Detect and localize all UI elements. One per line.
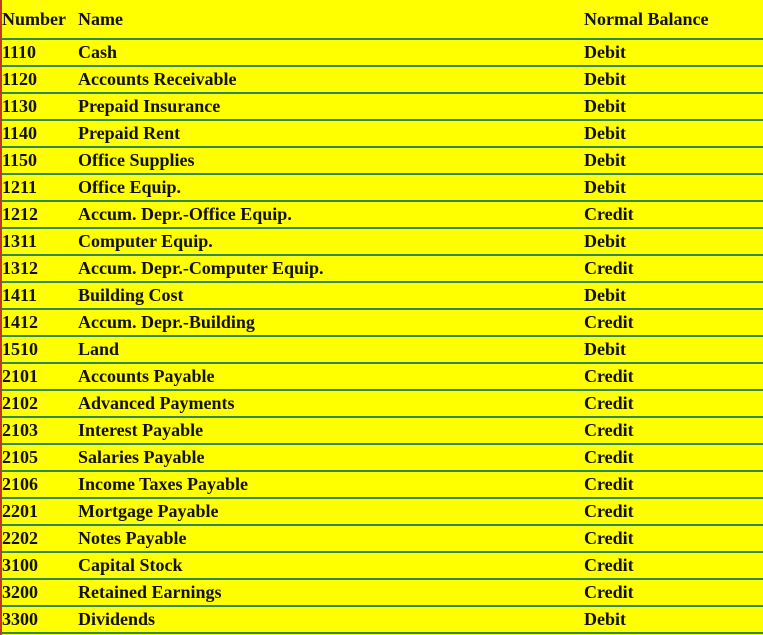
normal-balance-cell: Credit xyxy=(584,363,763,390)
normal-balance-cell: Debit xyxy=(584,282,763,309)
table-row xyxy=(2,309,763,336)
account-name-cell: Accum. Depr.-Office Equip. xyxy=(78,201,584,228)
account-name-cell: Computer Equip. xyxy=(78,228,584,255)
account-number-cell: 1140 xyxy=(2,120,78,147)
normal-balance-cell: Credit xyxy=(584,471,763,498)
account-name-cell: Retained Earnings xyxy=(78,579,584,606)
chart-of-accounts-table xyxy=(2,0,763,634)
account-number-cell: 1110 xyxy=(2,39,78,66)
account-number-cell: 2102 xyxy=(2,390,78,417)
account-name-cell: Accounts Payable xyxy=(78,363,584,390)
normal-balance-cell: Debit xyxy=(584,120,763,147)
table-row xyxy=(2,39,763,66)
account-name-cell: Accum. Depr.-Computer Equip. xyxy=(78,255,584,282)
account-number-cell: 1510 xyxy=(2,336,78,363)
account-number-cell: 2106 xyxy=(2,471,78,498)
table-row xyxy=(2,255,763,282)
header-row xyxy=(2,0,763,39)
table-row xyxy=(2,390,763,417)
account-number-cell: 1211 xyxy=(2,174,78,201)
account-number-cell: 1120 xyxy=(2,66,78,93)
account-number-cell: 3100 xyxy=(2,552,78,579)
account-name-cell: Office Supplies xyxy=(78,147,584,174)
table-row xyxy=(2,282,763,309)
table-row xyxy=(2,228,763,255)
table-row xyxy=(2,174,763,201)
table-row xyxy=(2,606,763,633)
table-row xyxy=(2,93,763,120)
account-number-cell: 2103 xyxy=(2,417,78,444)
account-name-cell: Advanced Payments xyxy=(78,390,584,417)
account-name-cell: Capital Stock xyxy=(78,552,584,579)
normal-balance-cell: Debit xyxy=(584,66,763,93)
account-name-cell: Prepaid Rent xyxy=(78,120,584,147)
table-row xyxy=(2,66,763,93)
account-name-cell: Accum. Depr.-Building xyxy=(78,309,584,336)
normal-balance-cell: Debit xyxy=(584,606,763,633)
normal-balance-cell: Debit xyxy=(584,228,763,255)
column-header-normal-balance: Normal Balance xyxy=(584,0,763,39)
account-name-cell: Building Cost xyxy=(78,282,584,309)
normal-balance-cell: Debit xyxy=(584,39,763,66)
account-name-cell: Office Equip. xyxy=(78,174,584,201)
table-row xyxy=(2,120,763,147)
table-row xyxy=(2,147,763,174)
normal-balance-cell: Credit xyxy=(584,309,763,336)
account-name-cell: Mortgage Payable xyxy=(78,498,584,525)
normal-balance-cell: Credit xyxy=(584,201,763,228)
account-number-cell: 1212 xyxy=(2,201,78,228)
account-number-cell: 2202 xyxy=(2,525,78,552)
account-number-cell: 1411 xyxy=(2,282,78,309)
account-number-cell: 3300 xyxy=(2,606,78,633)
account-name-cell: Notes Payable xyxy=(78,525,584,552)
normal-balance-cell: Credit xyxy=(584,552,763,579)
table-row xyxy=(2,336,763,363)
account-name-cell: Accounts Receivable xyxy=(78,66,584,93)
normal-balance-cell: Credit xyxy=(584,444,763,471)
account-name-cell: Interest Payable xyxy=(78,417,584,444)
table-row xyxy=(2,444,763,471)
table-row xyxy=(2,471,763,498)
column-header-name: Name xyxy=(78,0,584,39)
account-number-cell: 1412 xyxy=(2,309,78,336)
table-row xyxy=(2,579,763,606)
table-row xyxy=(2,525,763,552)
normal-balance-cell: Credit xyxy=(584,390,763,417)
account-name-cell: Dividends xyxy=(78,606,584,633)
normal-balance-cell: Debit xyxy=(584,147,763,174)
account-number-cell: 3200 xyxy=(2,579,78,606)
normal-balance-cell: Credit xyxy=(584,525,763,552)
account-name-cell: Land xyxy=(78,336,584,363)
table-row xyxy=(2,201,763,228)
account-number-cell: 1130 xyxy=(2,93,78,120)
normal-balance-cell: Credit xyxy=(584,498,763,525)
account-name-cell: Prepaid Insurance xyxy=(78,93,584,120)
normal-balance-cell: Credit xyxy=(584,255,763,282)
account-number-cell: 1312 xyxy=(2,255,78,282)
account-name-cell: Cash xyxy=(78,39,584,66)
table-row xyxy=(2,363,763,390)
table-row xyxy=(2,552,763,579)
account-number-cell: 2105 xyxy=(2,444,78,471)
account-number-cell: 2201 xyxy=(2,498,78,525)
account-number-cell: 1311 xyxy=(2,228,78,255)
account-number-cell: 1150 xyxy=(2,147,78,174)
normal-balance-cell: Debit xyxy=(584,93,763,120)
normal-balance-cell: Debit xyxy=(584,336,763,363)
column-header-number: Number xyxy=(2,0,78,39)
normal-balance-cell: Debit xyxy=(584,174,763,201)
table-row xyxy=(2,417,763,444)
account-number-cell: 2101 xyxy=(2,363,78,390)
account-name-cell: Salaries Payable xyxy=(78,444,584,471)
account-name-cell: Income Taxes Payable xyxy=(78,471,584,498)
normal-balance-cell: Credit xyxy=(584,417,763,444)
normal-balance-cell: Credit xyxy=(584,579,763,606)
table-row xyxy=(2,498,763,525)
